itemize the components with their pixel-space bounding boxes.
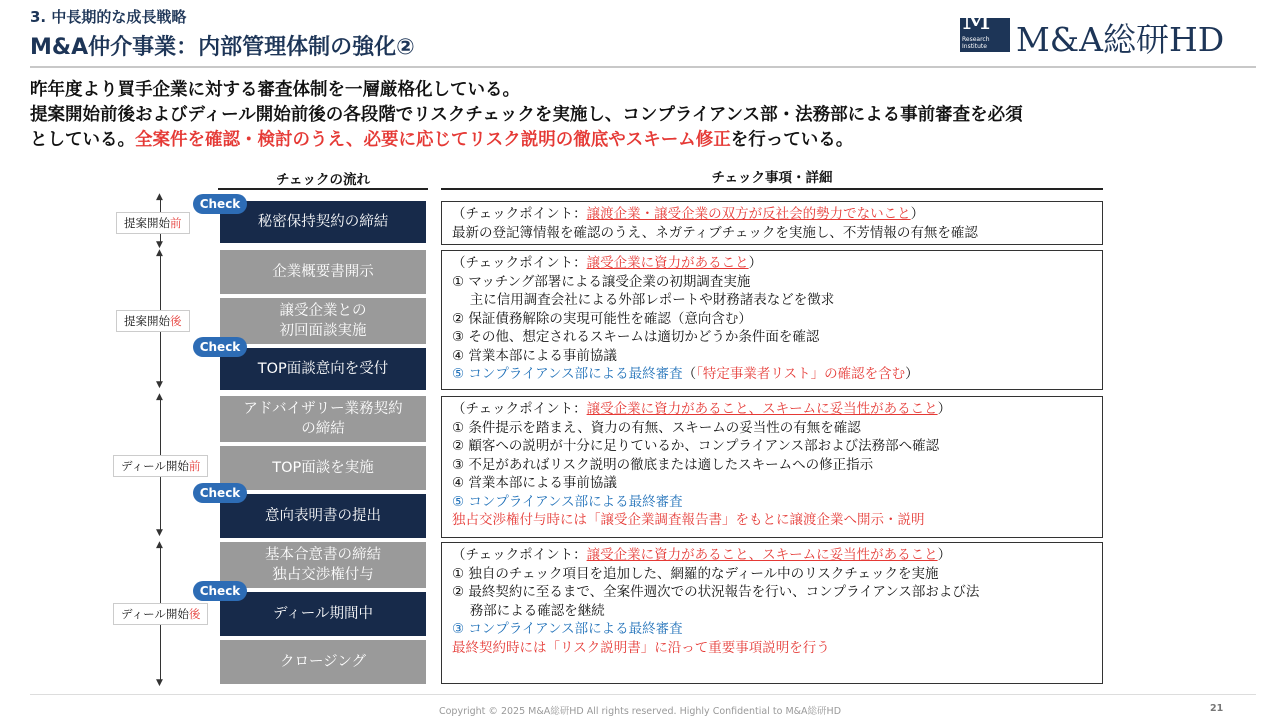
detail-box-nda xyxy=(441,201,1103,245)
flow-step-advisory-contract: アドバイザリー業務契約 の締結 xyxy=(220,396,426,442)
arrow-down-icon: ▼ xyxy=(156,528,163,538)
detail-line: ① マッチング部署による譲受企業の初期調査実施 xyxy=(452,273,751,290)
checkpoint-suffix: ） xyxy=(910,206,925,222)
flow-step-basic-agreement: 基本合意書の締結 独占交渉権付与 xyxy=(220,542,426,588)
intro-line-3 xyxy=(30,126,853,151)
checkpoint-highlight: 譲受企業に資力があること、スキームに妥当性があること xyxy=(586,547,938,563)
flow-step-company-overview: 企業概要書開示 xyxy=(220,250,426,294)
phase-text: ディール開始 xyxy=(121,459,189,473)
phase-label-proposal-after xyxy=(116,310,190,332)
arrow-up-icon: ▲ xyxy=(156,540,163,550)
logo-mark-letter: M xyxy=(962,3,991,36)
checkpoint-prefix: （チェックポイント： xyxy=(452,206,587,222)
phase-text: 提案開始 xyxy=(124,314,170,328)
section-label: 3. 中長期的な成長戦略 xyxy=(30,8,187,26)
checkpoint-line xyxy=(452,400,1094,419)
check-badge: Check xyxy=(193,337,247,357)
checkpoint-prefix: （チェックポイント： xyxy=(452,401,587,417)
detail-line: ① 条件提示を踏まえ、資力の有無、スキームの妥当性の有無を確認 xyxy=(452,419,861,436)
final-review-text: ⑤ コンプライアンス部による最終審査 xyxy=(452,366,683,382)
detail-line: ④ 営業本部による事前協議 xyxy=(452,347,617,364)
intro-line-3-b: を行っている。 xyxy=(730,130,854,150)
flow-step-closing: クロージング xyxy=(220,640,426,684)
phase-text: ディール開始 xyxy=(121,607,189,621)
detail-line: 務部による確認を継続 xyxy=(452,602,605,619)
copyright-text: Copyright © 2025 M&A総研HD All rights reserved. Highly Confidential to M&A総研HD xyxy=(438,706,842,717)
detail-line: ③ 不足があればリスク説明の徹底または適したスキームへの修正指示 xyxy=(452,456,874,473)
checkpoint-prefix: （チェックポイント： xyxy=(452,255,587,271)
detail-column-header: チェック事項・詳細 xyxy=(711,170,833,186)
flow-step-top-meeting-intent: TOP面談意向を受付 xyxy=(220,348,426,390)
check-badge: Check xyxy=(193,483,247,503)
flow-column-header: チェックの流れ xyxy=(275,172,371,188)
flow-column-rule xyxy=(218,188,428,190)
intro-line-1: 昨年度より買手企業に対する審査体制を一層厳格化している。 xyxy=(30,80,520,100)
logo-text: M&A総研HD xyxy=(1016,20,1225,59)
checkpoint-line xyxy=(452,205,1094,224)
checkpoint-line xyxy=(452,254,1094,273)
checkpoint-prefix: （チェックポイント： xyxy=(452,547,587,563)
check-badge: Check xyxy=(193,581,247,601)
check-badge: Check xyxy=(193,194,247,214)
detail-line-final-review: ③ コンプライアンス部による最終審査 xyxy=(452,621,683,637)
intro-line-3-highlight: 全案件を確認・検討のうえ、必要に応じてリスク説明の徹底やスキーム修正 xyxy=(135,130,731,150)
detail-line: ② 最終契約に至るまで、全案件週次での状況報告を行い、コンプライアンス部および法 xyxy=(452,584,980,600)
detail-box-deal-after xyxy=(441,542,1103,684)
arrow-up-icon: ▲ xyxy=(156,392,163,402)
intro-line-3-a: としている。 xyxy=(30,130,135,150)
company-logo xyxy=(960,3,1260,59)
flow-step-top-meeting: TOP面談を実施 xyxy=(220,446,426,490)
logo-mark xyxy=(960,3,1010,52)
detail-line-note: 独占交渉権付与時には「譲受企業調査報告書」をもとに譲渡企業へ開示・説明 xyxy=(452,512,925,528)
page-title: M&A仲介事業：内部管理体制の強化② xyxy=(30,35,415,60)
detail-column-rule xyxy=(441,188,1103,190)
flow-step-first-meeting: 譲受企業との 初回面談実施 xyxy=(220,298,426,344)
phase-text-highlight: 前 xyxy=(188,459,201,473)
paren-open: （ xyxy=(682,366,697,382)
intro-line-2: 提案開始前後およびディール開始前後の各段階でリスクチェックを実施し、コンプライアンス部・法務部による事前審査を必須 xyxy=(30,105,1023,125)
phase-label-proposal-before xyxy=(116,212,190,234)
page-number: 21 xyxy=(1210,703,1224,714)
checkpoint-highlight: 譲渡企業・譲受企業の双方が反社会的勢力でないこと xyxy=(586,206,911,222)
arrow-up-icon: ▲ xyxy=(156,192,163,202)
arrow-down-icon: ▼ xyxy=(156,380,163,390)
checkpoint-suffix: ） xyxy=(937,401,952,417)
detail-line-note: 最終契約時には「リスク説明書」に沿って重要事項説明を行う xyxy=(452,639,830,656)
phase-text-highlight: 後 xyxy=(188,607,201,621)
detail-line: 最新の登記簿情報を確認のうえ、ネガティブチェックを実施し、不芳情報の有無を確認 xyxy=(452,224,978,241)
checkpoint-line xyxy=(452,546,1094,565)
phase-label-deal-after xyxy=(113,603,208,625)
detail-box-deal-before xyxy=(441,396,1103,538)
detail-line-final-review xyxy=(452,365,1094,384)
phase-text: 提案開始 xyxy=(124,216,170,230)
detail-line: ③ その他、想定されるスキームは適切かどうか条件面を確認 xyxy=(452,329,820,345)
arrow-up-icon: ▲ xyxy=(156,248,163,258)
detail-line: ④ 営業本部による事前協議 xyxy=(452,475,617,491)
phase-text-highlight: 後 xyxy=(170,314,182,328)
arrow-down-icon: ▼ xyxy=(156,240,163,250)
phase-text-highlight: 前 xyxy=(170,216,182,230)
flow-step-loi: 意向表明書の提出 xyxy=(220,494,426,538)
detail-line: ② 保証債務解除の実現可能性を確認（意向含む） xyxy=(452,310,752,327)
detail-line: ① 独自のチェック項目を追加した、網羅的なディール中のリスクチェックを実施 xyxy=(452,565,939,582)
detail-line: 主に信用調査会社による外部レポートや財務諸表などを徴求 xyxy=(452,292,835,308)
phase-label-deal-before xyxy=(113,455,208,477)
detail-line-final-review: ⑤ コンプライアンス部による最終審査 xyxy=(452,493,683,510)
checkpoint-suffix: ） xyxy=(748,255,763,271)
checkpoint-suffix: ） xyxy=(937,547,952,563)
detail-box-proposal-after xyxy=(441,250,1103,390)
footer-divider xyxy=(30,694,1256,695)
arrow-down-icon: ▼ xyxy=(156,678,163,688)
detail-line: ② 顧客への説明が十分に足りているか、コンプライアンス部および法務部へ確認 xyxy=(452,438,940,454)
flow-step-nda: 秘密保持契約の締結 xyxy=(220,201,426,243)
checkpoint-highlight: 譲受企業に資力があること、スキームに妥当性があること xyxy=(586,401,938,417)
specific-list-note: 「特定事業者リスト」の確認を含む xyxy=(696,366,906,382)
logo-mark-text: Research Institute xyxy=(962,36,990,50)
header-divider xyxy=(30,66,1256,68)
checkpoint-highlight: 譲受企業に資力があること xyxy=(586,255,749,271)
flow-step-deal-period: ディール期間中 xyxy=(220,592,426,636)
paren-close: ） xyxy=(905,366,919,382)
